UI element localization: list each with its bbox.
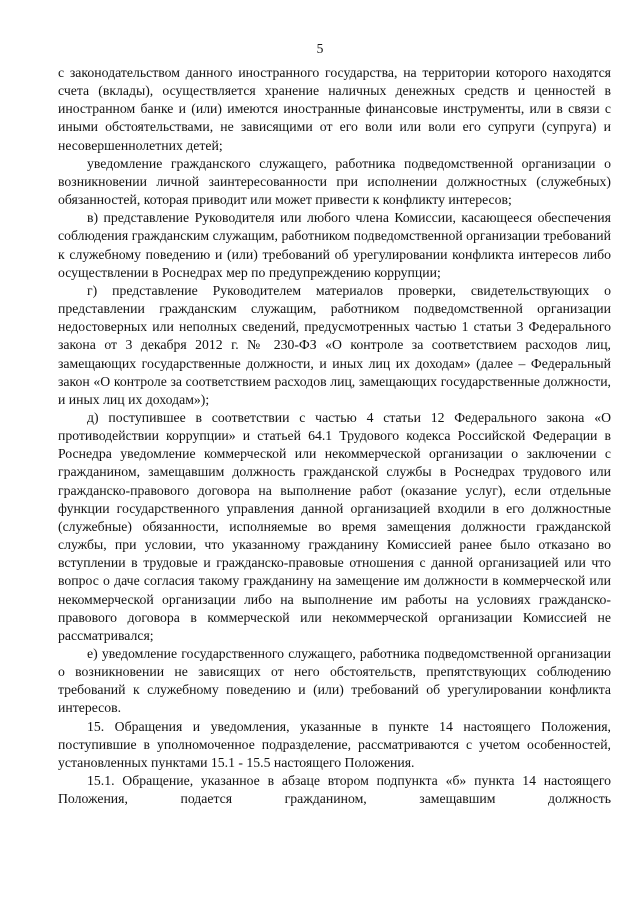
paragraph-item-v: в) представление Руководителя или любого члена Комиссии, касающееся обеспечения соблюдения гражданским служащим, работником подведомственной организации требований к служебному поведению и (или) требований об урегулировании конфликта интересов либо осуществлении в Роснедрах мер по предупреждению коррупции;	[58, 210, 611, 280]
paragraph-continuation: с законодательством данного иностранного государства, на территории которого находятся счета (вклады), осуществляется хранение наличных денежных средств и ценностей в иностранном банке и (или) имеются иностранные финансовые инструменты, или в связи с иными обстоятельствами, не зависящими от его воли или воли его супруги (супруга) и несовершеннолетних детей;	[58, 65, 611, 153]
page-number: 5	[316, 41, 324, 56]
paragraph-item-g: г) представление Руководителем материалов проверки, свидетельствующих о представлении гражданским служащим, работником подведомственной организации недостоверных или неполных сведений, предусмотренных частью 1 статьи 3 Федерального закона от 3 декабря 2012 г. № 230-ФЗ «О контроле за соответствием расходов лиц, замещающих государственные должности, и иных лиц их доходам» (далее – Федеральный закон «О контроле за соответствием расходов лиц, замещающих государственные должности, и иных лиц их доходам»);	[58, 282, 611, 407]
document-body	[58, 64, 611, 808]
paragraph-point-15-1: 15.1. Обращение, указанное в абзаце втором подпункта «б» пункта 14 настоящего Положения, подается гражданином, замещавшим должность	[58, 773, 611, 807]
paragraph-item-d: д) поступившее в соответствии с частью 4 статьи 12 Федерального закона «О противодействии коррупции» и статьей 64.1 Трудового кодекса Российской Федерации в Роснедра уведомление коммерческой или некоммерческой организации о заключении с гражданином, замещавшим должность гражданской службы в Роснедрах трудового или гражданско-правового договора на выполнение работ (оказание услуг), если отдельные функции государственного управления данной организацией входили в его должностные (служебные) обязанности, исполняемые во время замещения должности гражданской службы, при условии, что указанному гражданину Комиссией ранее было отказано во вступлении в трудовые и гражданско-правовые отношения с данной организацией или что вопрос о даче согласия такому гражданину на замещение им должности в коммерческой или некоммерческой организации либо на выполнение им работы на условиях гражданско-правового договора в коммерческой или некоммерческой организации Комиссией не рассматривался;	[58, 409, 611, 643]
paragraph-point-15: 15. Обращения и уведомления, указанные в пункте 14 настоящего Положения, поступившие в уполномоченное подразделение, рассматриваются с учетом особенностей, установленных пунктами 15.1 - 15.5 настоящего Положения.	[58, 718, 611, 770]
paragraph-notice-interest: уведомление гражданского служащего, работника подведомственной организации о возникновении личной заинтересованности при исполнении должностных (служебных) обязанностей, которая приводит или может привести к конфликту интересов;	[58, 155, 611, 208]
paragraph-item-e: е) уведомление государственного служащего, работника подведомственной организации о возникновении не зависящих от него обстоятельств, препятствующих соблюдению требований к служебному поведению и (или) требований об урегулировании конфликта интересов.	[58, 646, 611, 716]
